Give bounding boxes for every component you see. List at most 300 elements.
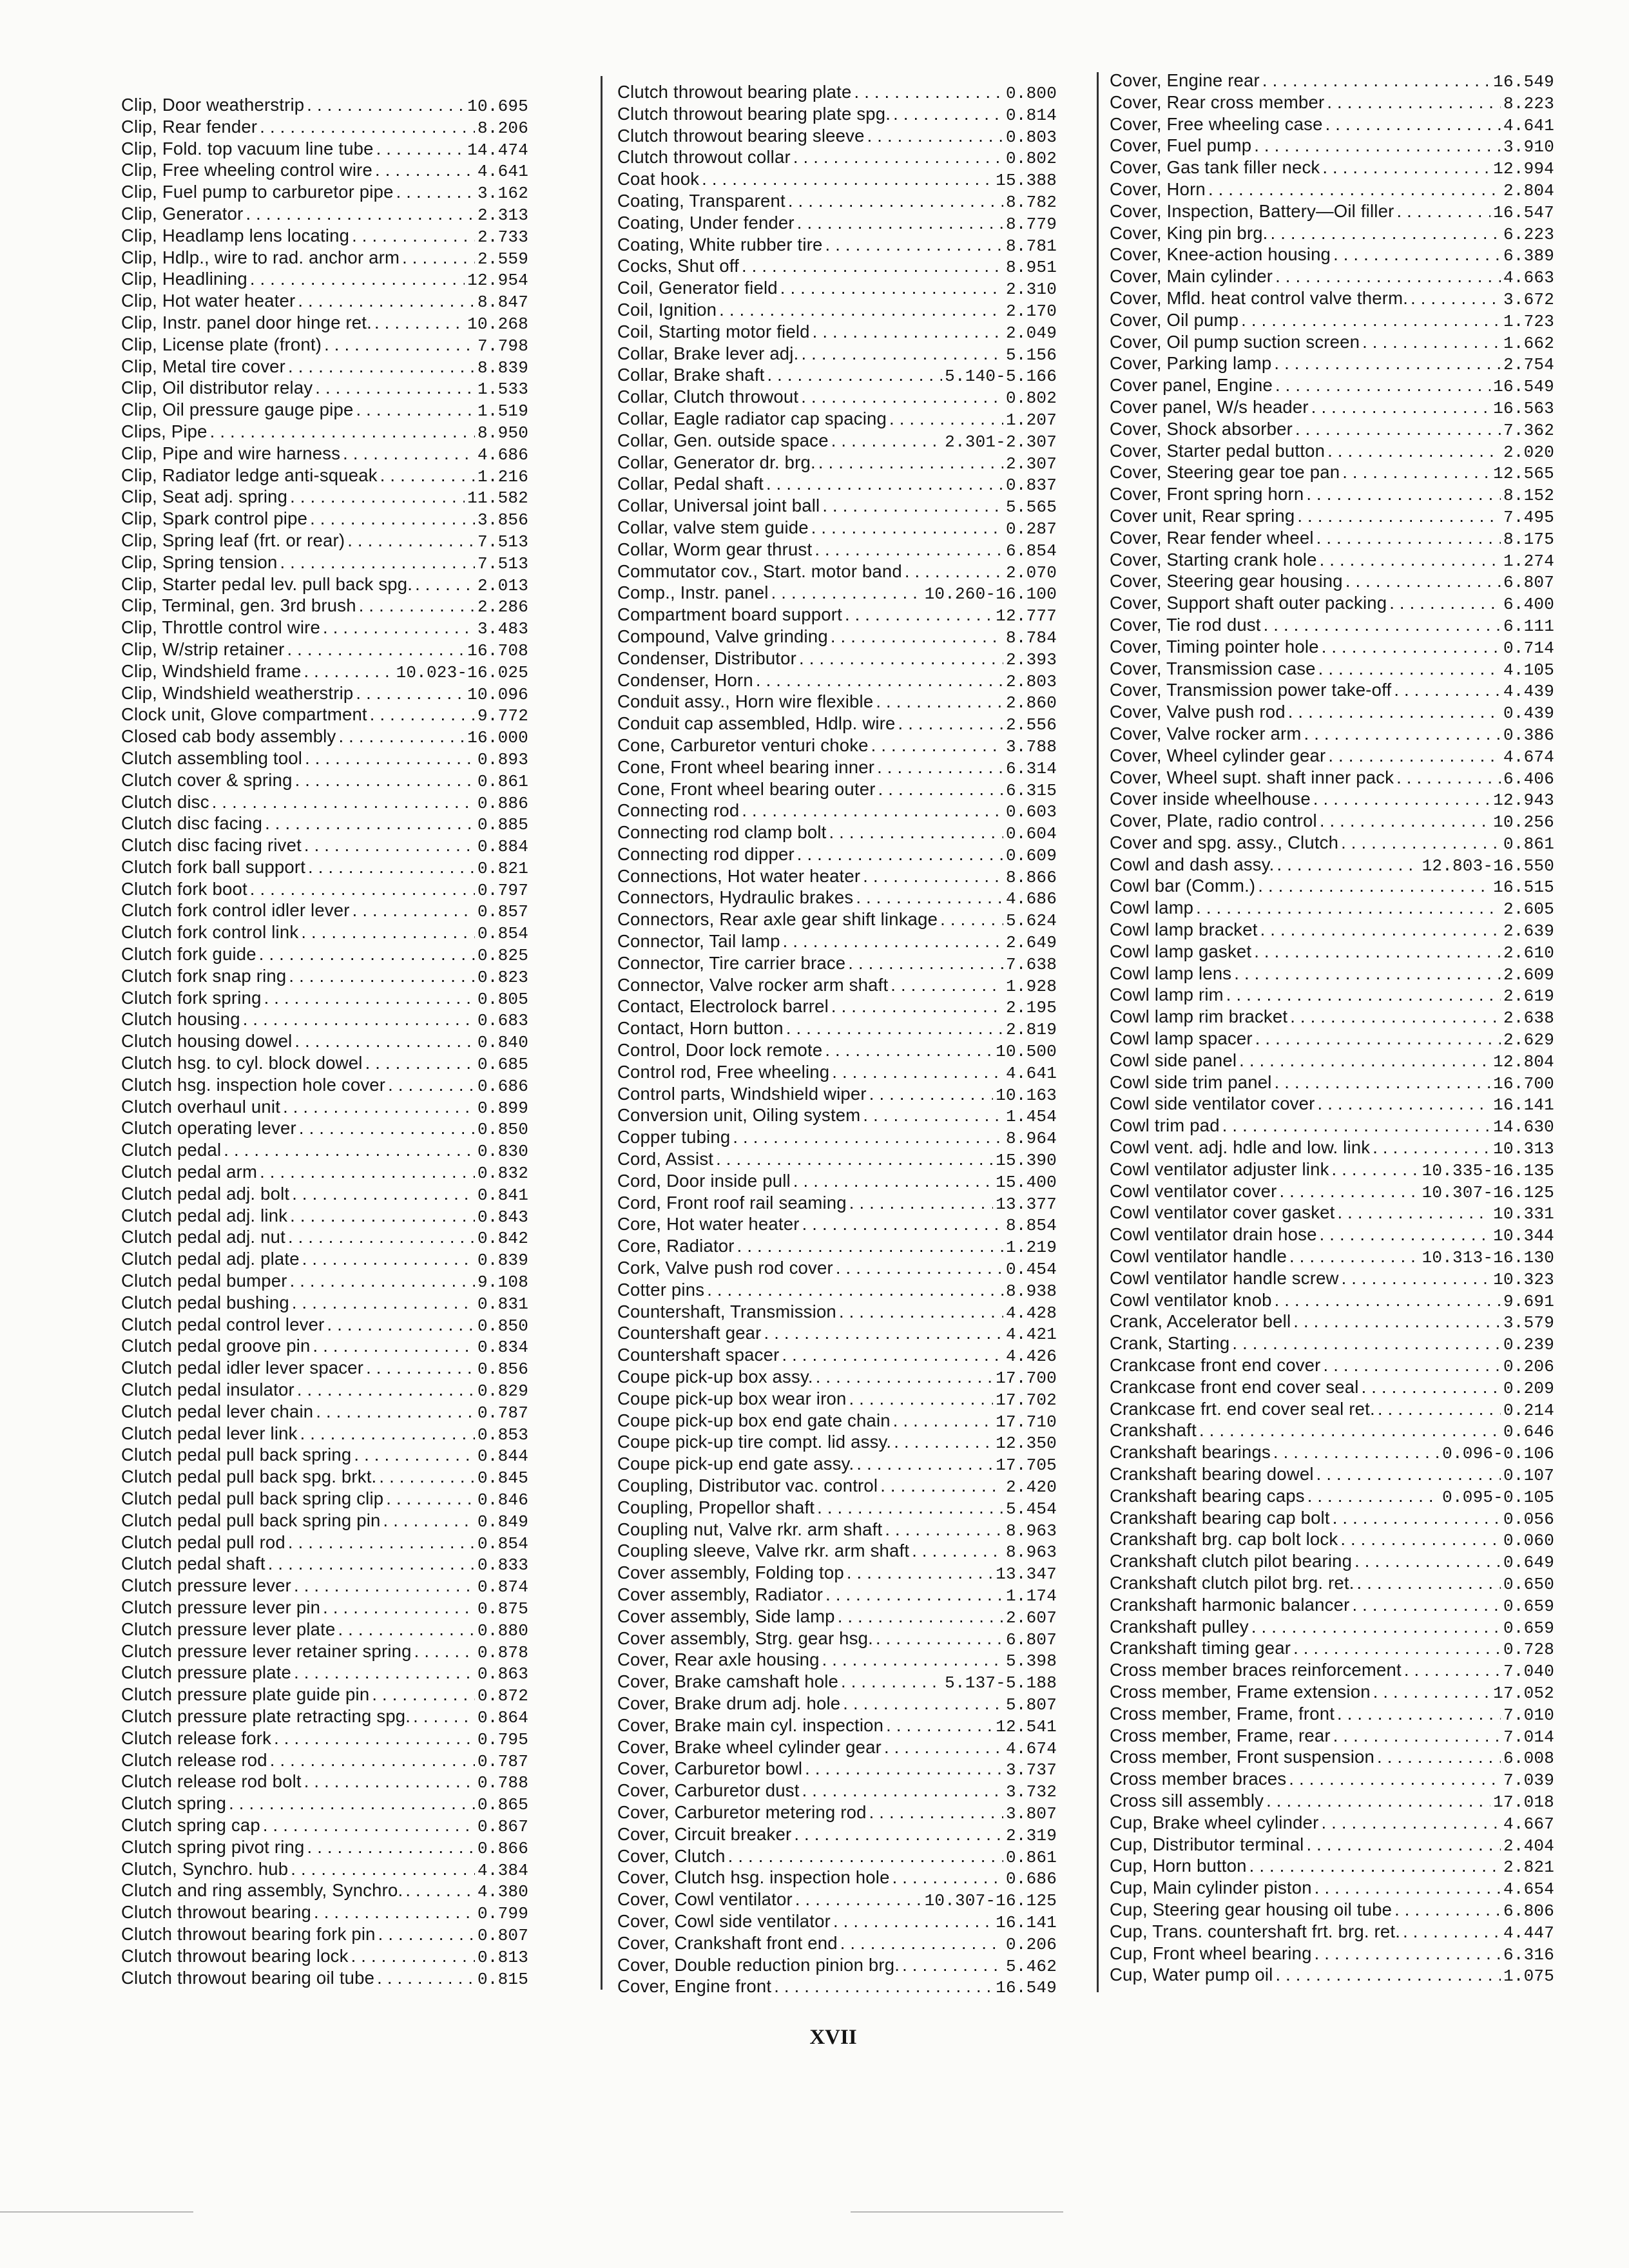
entry-reference: 2.619 [1503, 986, 1554, 1006]
entry-name: Connector, Tail lamp [617, 931, 780, 952]
dot-leader [1232, 1332, 1501, 1354]
index-entry [617, 125, 1057, 147]
entry-name: Clip, Windshield frame [121, 660, 302, 681]
entry-reference: 0.844 [477, 1446, 528, 1466]
entry-name: Cover assembly, Folding top [617, 1562, 844, 1583]
dot-leader [884, 1736, 1003, 1758]
dot-leader [1342, 461, 1490, 483]
dot-leader [871, 735, 1003, 756]
entry-reference: 4.439 [1503, 682, 1554, 702]
entry-name: Cowl lamp bracket [1110, 919, 1258, 940]
entry-reference: 0.850 [477, 1120, 528, 1140]
index-entry [121, 443, 528, 465]
dot-leader [839, 1301, 1003, 1323]
entry-name: Crankshaft [1110, 1420, 1197, 1441]
entry-name: Clutch, Synchro. hub [121, 1858, 289, 1879]
dot-leader [323, 617, 475, 639]
entry-reference: 16.549 [1493, 72, 1554, 91]
entry-name: Cover, Brake wheel cylinder gear [617, 1736, 882, 1757]
dot-leader [863, 865, 1003, 887]
index-entry [1110, 505, 1554, 527]
dot-leader [764, 1322, 1003, 1344]
entry-name: Cross member, Front suspension [1110, 1747, 1375, 1767]
entry-reference: 2.609 [1503, 965, 1554, 985]
entry-reference: 0.683 [477, 1011, 528, 1031]
entry-name: Clip, Hot water heater [121, 291, 296, 311]
dot-leader [413, 1706, 475, 1727]
entry-reference: 2.049 [1005, 323, 1057, 343]
dot-leader [831, 995, 1003, 1017]
index-entry [121, 225, 528, 247]
index-entry [1110, 1332, 1554, 1354]
entry-reference: 7.014 [1503, 1727, 1554, 1747]
index-entry [121, 899, 528, 921]
entry-reference: 0.107 [1503, 1466, 1554, 1485]
entry-name: Crankshaft clutch pilot bearing [1110, 1551, 1353, 1571]
index-entry [121, 181, 528, 203]
entry-name: Cover, Oil pump suction screen [1110, 331, 1360, 352]
dot-leader [1396, 767, 1501, 789]
entry-reference: 0.857 [477, 902, 528, 922]
dot-leader [352, 225, 475, 247]
index-entry [1110, 1681, 1554, 1703]
index-entry [121, 791, 528, 813]
dot-leader [290, 1205, 475, 1227]
entry-reference: 0.800 [1005, 84, 1057, 103]
dot-leader [889, 408, 1003, 430]
entry-name: Clutch pressure lever pin [121, 1597, 321, 1617]
index-entry [1110, 1855, 1554, 1877]
entry-name: Crankcase front end cover [1110, 1355, 1321, 1376]
index-entry [617, 1322, 1057, 1344]
dot-leader [366, 1357, 475, 1379]
dot-leader [268, 1553, 475, 1575]
dot-leader [210, 421, 475, 443]
entry-reference: 2.733 [477, 227, 528, 247]
entry-name: Clutch throwout bearing sleeve [617, 125, 865, 146]
dot-leader [1306, 483, 1501, 505]
index-entry [617, 648, 1057, 669]
index-entry [121, 1640, 528, 1662]
entry-reference: 1.207 [1005, 410, 1057, 430]
dot-leader [905, 561, 1003, 582]
dot-leader [802, 1213, 1003, 1235]
dot-leader [893, 103, 1003, 125]
index-entry [617, 1279, 1057, 1301]
entry-reference: 0.287 [1005, 519, 1057, 539]
index-entry [121, 682, 528, 704]
dot-leader [274, 1727, 475, 1749]
index-entry [617, 1301, 1057, 1323]
entry-name: Cowl ventilator cover gasket [1110, 1202, 1335, 1223]
entry-name: Cover, Double reduction pinion brg. [617, 1954, 900, 1975]
dot-leader [264, 987, 475, 1009]
index-entry [617, 1584, 1057, 1606]
column-divider [1097, 72, 1099, 1992]
dot-leader [356, 399, 475, 421]
entry-name: Clutch pedal pull back spring [121, 1445, 352, 1465]
entry-name: Clutch release rod bolt [121, 1771, 302, 1792]
entry-name: Cup, Trans. countershaft frt. brg. ret. [1110, 1921, 1401, 1941]
dot-leader [246, 203, 475, 225]
entry-name: Countershaft, Transmission [617, 1301, 836, 1321]
dot-leader [280, 552, 475, 573]
dot-leader [1289, 1768, 1501, 1790]
entry-name: Clutch pedal control lever [121, 1314, 325, 1334]
dot-leader [1304, 723, 1501, 745]
dot-leader [817, 1497, 1003, 1519]
dot-leader [1266, 1790, 1490, 1812]
entry-reference: 0.209 [1503, 1378, 1554, 1398]
index-entry [617, 517, 1057, 539]
index-entry [617, 81, 1057, 103]
entry-name: Coil, Starting motor field [617, 321, 810, 341]
entry-name: Cowl side panel [1110, 1050, 1237, 1070]
entry-reference: 0.439 [1503, 704, 1554, 723]
dot-leader [780, 277, 1003, 299]
index-entry [1110, 287, 1554, 309]
index-entry [121, 921, 528, 943]
entry-name: Crankshaft pulley [1110, 1616, 1249, 1637]
dot-leader [733, 1126, 1003, 1148]
entry-reference: 10.307-16.125 [1422, 1182, 1554, 1202]
index-entry [617, 1039, 1057, 1061]
entry-reference: 3.162 [477, 184, 528, 203]
dot-leader [289, 965, 475, 987]
dot-leader [892, 1867, 1003, 1888]
entry-name: Cowl lamp rim bracket [1110, 1006, 1288, 1027]
entry-name: Clutch pressure lever [121, 1575, 292, 1596]
index-entry [617, 1628, 1057, 1649]
entry-reference: 7.039 [1503, 1771, 1554, 1790]
dot-leader [263, 1814, 475, 1836]
dot-leader [795, 1888, 922, 1910]
dot-leader [270, 1749, 475, 1771]
dot-leader [338, 1619, 475, 1640]
entry-name: Crankshaft bearing cap bolt [1110, 1507, 1330, 1528]
entry-reference: 4.674 [1005, 1738, 1057, 1758]
index-entry [617, 1017, 1057, 1039]
index-entry [121, 595, 528, 617]
index-entry [1110, 1115, 1554, 1137]
dot-leader [1333, 1507, 1501, 1529]
entry-reference: 2.310 [1005, 280, 1057, 299]
dot-leader [370, 704, 475, 726]
entry-reference: 2.803 [1005, 671, 1057, 691]
entry-reference: 6.316 [1503, 1945, 1554, 1965]
index-entry [121, 1096, 528, 1118]
entry-name: Clutch throwout bearing lock [121, 1945, 349, 1966]
entry-reference: 0.805 [477, 989, 528, 1009]
entry-name: Cover, Crankshaft front end [617, 1932, 838, 1953]
entry-name: Connecting rod [617, 800, 740, 821]
dot-leader [292, 1292, 475, 1314]
column-divider [601, 76, 602, 1990]
entry-reference: 0.885 [477, 815, 528, 835]
index-entry [1110, 941, 1554, 963]
dot-leader [1307, 1485, 1440, 1507]
index-entry [617, 1410, 1057, 1432]
entry-name: Clutch hsg. to cyl. block dowel [121, 1053, 363, 1073]
entry-reference: 5.624 [1005, 911, 1057, 931]
entry-name: Clutch pedal pull back spring clip [121, 1488, 384, 1508]
entry-name: Cord, Assist [617, 1149, 714, 1169]
dot-leader [1327, 91, 1501, 113]
index-entry [1110, 767, 1554, 789]
index-entry [1110, 1398, 1554, 1420]
entry-name: Cowl lamp gasket [1110, 941, 1252, 961]
entry-name: Cover, Carburetor dust [617, 1780, 800, 1801]
entry-name: Crankshaft bearing dowel [1110, 1464, 1314, 1484]
entry-reference: 13.347 [996, 1564, 1057, 1584]
dot-leader [1352, 1594, 1501, 1616]
entry-reference: 0.880 [477, 1620, 528, 1640]
entry-name: Collar, Gen. outside space [617, 430, 829, 450]
entry-name: Core, Hot water heater [617, 1214, 800, 1235]
entry-name: Clutch disc facing rivet [121, 835, 302, 856]
dot-leader [324, 334, 475, 356]
dot-leader [845, 604, 993, 626]
entry-name: Clip, W/strip retainer [121, 639, 285, 659]
index-entry [121, 878, 528, 900]
index-entry [1110, 178, 1554, 200]
entry-name: Cup, Brake wheel cylinder [1110, 1812, 1319, 1832]
dot-leader [1249, 1855, 1501, 1877]
entry-reference: 5.565 [1005, 497, 1057, 517]
dot-leader [774, 1975, 993, 1997]
dot-leader [841, 1671, 942, 1693]
dot-leader [414, 1640, 475, 1662]
entry-reference: 1.519 [477, 401, 528, 421]
dot-leader [1342, 1267, 1491, 1289]
entry-name: Collar, Universal joint ball [617, 495, 820, 516]
entry-name: Cross member braces [1110, 1769, 1287, 1789]
entry-name: Cover, Rear axle housing [617, 1649, 820, 1670]
index-entry [617, 691, 1057, 713]
entry-name: Cover, Engine rear [1110, 70, 1260, 90]
entry-name: Cowl bar (Comm.) [1110, 876, 1256, 896]
entry-reference: 10.313 [1493, 1139, 1554, 1158]
index-entry [1110, 1507, 1554, 1529]
dot-leader [383, 1510, 475, 1532]
entry-reference: 17.052 [1493, 1683, 1554, 1703]
entry-reference: 0.839 [477, 1251, 528, 1271]
entry-reference: 4.654 [1503, 1879, 1554, 1899]
index-entry [617, 212, 1057, 234]
entry-name: Conduit assy., Horn wire flexible [617, 691, 874, 712]
entry-reference: 0.646 [1503, 1422, 1554, 1442]
entry-name: Clutch pedal bumper [121, 1271, 287, 1291]
entry-name: Cowl lamp [1110, 898, 1194, 918]
dot-leader [1208, 178, 1501, 200]
dot-leader [1293, 1311, 1501, 1332]
entry-name: Clutch pedal pull back spg. brkt. [121, 1466, 377, 1487]
entry-name: Clutch pedal pull rod [121, 1532, 285, 1552]
index-entry [617, 561, 1057, 582]
index-entry [121, 1488, 528, 1510]
entry-reference: 0.874 [477, 1577, 528, 1597]
entry-name: Cover assembly, Radiator [617, 1584, 824, 1604]
entry-name: Cup, Steering gear housing oil tube [1110, 1899, 1393, 1919]
index-entry [121, 138, 528, 160]
entry-name: Copper tubing [617, 1127, 731, 1148]
index-entry [1110, 1180, 1554, 1202]
entry-reference: 0.095-0.105 [1442, 1487, 1554, 1507]
dot-leader [840, 1932, 1003, 1954]
dot-leader [1318, 1093, 1491, 1115]
index-entry [1110, 1572, 1554, 1594]
index-entry [121, 1139, 528, 1161]
dot-leader [1275, 1964, 1501, 1986]
dot-leader [836, 1257, 1003, 1279]
entry-reference: 16.000 [467, 728, 528, 747]
entry-reference: 2.804 [1503, 180, 1554, 200]
entry-reference: 7.513 [477, 553, 528, 573]
entry-name: Control rod, Free wheeling [617, 1061, 830, 1082]
entry-name: Cover, Free wheeling case [1110, 113, 1323, 134]
entry-name: Clutch pressure lever retainer spring [121, 1640, 412, 1661]
index-entry [121, 1662, 528, 1684]
entry-reference: 0.659 [1503, 1596, 1554, 1616]
entry-reference: 3.737 [1005, 1760, 1057, 1780]
entry-name: Cover, Rear fender wheel [1110, 527, 1314, 548]
index-entry [121, 1074, 528, 1096]
index-entry [1110, 396, 1554, 418]
dot-leader [737, 1235, 1003, 1257]
dot-leader [297, 1379, 475, 1401]
entry-reference: 0.831 [477, 1294, 528, 1314]
index-entry [617, 386, 1057, 408]
entry-reference: 8.963 [1005, 1542, 1057, 1562]
index-entry [617, 1888, 1057, 1910]
entry-reference: 1.723 [1503, 311, 1554, 331]
dot-leader [288, 1532, 475, 1553]
entry-reference: 8.779 [1005, 214, 1057, 234]
index-entry [617, 1192, 1057, 1214]
entry-name: Cover, Knee-action housing [1110, 244, 1331, 265]
dot-leader [1288, 701, 1501, 723]
entry-name: Clip, Oil distributor relay [121, 378, 313, 398]
entry-reference: 14.630 [1493, 1117, 1554, 1137]
index-entry [121, 812, 528, 834]
entry-name: Cup, Front wheel bearing [1110, 1943, 1312, 1963]
entry-reference: 3.856 [477, 510, 528, 530]
dot-leader [1345, 570, 1501, 592]
index-entry [617, 1519, 1057, 1541]
dot-leader [1254, 941, 1501, 963]
entry-reference: 4.663 [1503, 268, 1554, 287]
entry-reference: 2.301-2.307 [945, 432, 1057, 452]
entry-reference: 8.964 [1005, 1129, 1057, 1149]
dot-leader [1290, 1006, 1501, 1028]
index-entry [617, 800, 1057, 822]
entry-name: Cover inside wheelhouse [1110, 789, 1311, 809]
dot-leader [1279, 1180, 1419, 1202]
entry-name: Clutch pedal insulator [121, 1379, 294, 1400]
index-entry [121, 1727, 528, 1749]
dot-leader [212, 791, 475, 813]
entry-reference: 0.803 [1005, 127, 1057, 147]
entry-name: Clutch pedal [121, 1140, 222, 1160]
entry-name: Cover, Support shaft outer packing [1110, 593, 1387, 613]
entry-reference: 16.515 [1493, 878, 1554, 898]
dot-leader [756, 669, 1003, 691]
index-entry [617, 190, 1057, 212]
entry-name: Coil, Generator field [617, 278, 778, 298]
index-entry [121, 377, 528, 399]
entry-name: Connector, Tire carrier brace [617, 952, 846, 973]
dot-leader [811, 517, 1003, 539]
entry-name: Clutch fork control idler lever [121, 900, 350, 921]
index-entry [617, 1148, 1057, 1170]
entry-reference: 10.268 [467, 314, 528, 334]
index-entry [617, 1606, 1057, 1628]
entry-name: Cowl side ventilator cover [1110, 1093, 1315, 1114]
dot-leader [347, 530, 475, 552]
dot-leader [295, 769, 475, 791]
dot-leader [786, 1017, 1003, 1039]
dot-leader [294, 1575, 475, 1597]
index-entry [121, 1335, 528, 1357]
index-entry [121, 1226, 528, 1248]
dot-leader [766, 473, 1003, 495]
entry-name: Cover, Oil pump [1110, 309, 1239, 330]
entry-reference: 17.018 [1493, 1792, 1554, 1812]
entry-name: Cover, Plate, radio control [1110, 811, 1317, 831]
index-entry [121, 1008, 528, 1030]
dot-leader [298, 290, 475, 312]
entry-reference: 7.362 [1503, 420, 1554, 440]
dot-leader [894, 1431, 993, 1453]
entry-name: Clutch fork guide [121, 944, 256, 965]
dot-leader [301, 921, 475, 943]
index-entry [121, 530, 528, 552]
index-entry [617, 756, 1057, 778]
entry-name: Clutch throwout bearing oil tube [121, 1967, 375, 1988]
entry-reference: 2.020 [1503, 442, 1554, 462]
index-entry [121, 1967, 528, 1989]
index-entry [1110, 919, 1554, 941]
index-entry [121, 617, 528, 639]
index-entry [121, 1749, 528, 1771]
entry-name: Coupe pick-up box wear iron [617, 1388, 847, 1408]
entry-name: Clutch pedal lever link [121, 1423, 298, 1443]
entry-name: Clutch throwout bearing fork pin [121, 1923, 376, 1944]
entry-reference: 2.638 [1503, 1008, 1554, 1028]
dot-leader [1275, 1072, 1491, 1093]
entry-reference: 0.863 [477, 1664, 528, 1684]
entry-reference: 2.754 [1503, 355, 1554, 375]
entry-reference: 0.685 [477, 1055, 528, 1074]
entry-name: Cover, Clutch [617, 1845, 726, 1866]
index-entry [121, 421, 528, 443]
dot-leader [1333, 1725, 1501, 1747]
index-entry [1110, 1441, 1554, 1463]
entry-reference: 2.170 [1005, 301, 1057, 321]
entry-reference: 0.829 [477, 1381, 528, 1401]
dot-leader [288, 1226, 475, 1248]
dot-leader [294, 1662, 475, 1684]
dot-leader [302, 1248, 475, 1270]
entry-name: Clutch throwout bearing plate [617, 82, 852, 102]
entry-reference: 6.008 [1503, 1749, 1554, 1769]
dot-leader [869, 1083, 993, 1105]
dot-leader [702, 168, 993, 190]
entry-reference: 6.111 [1503, 616, 1554, 636]
dot-leader [1293, 1637, 1501, 1659]
dot-leader [742, 800, 1003, 822]
entry-reference: 0.861 [1503, 834, 1554, 854]
